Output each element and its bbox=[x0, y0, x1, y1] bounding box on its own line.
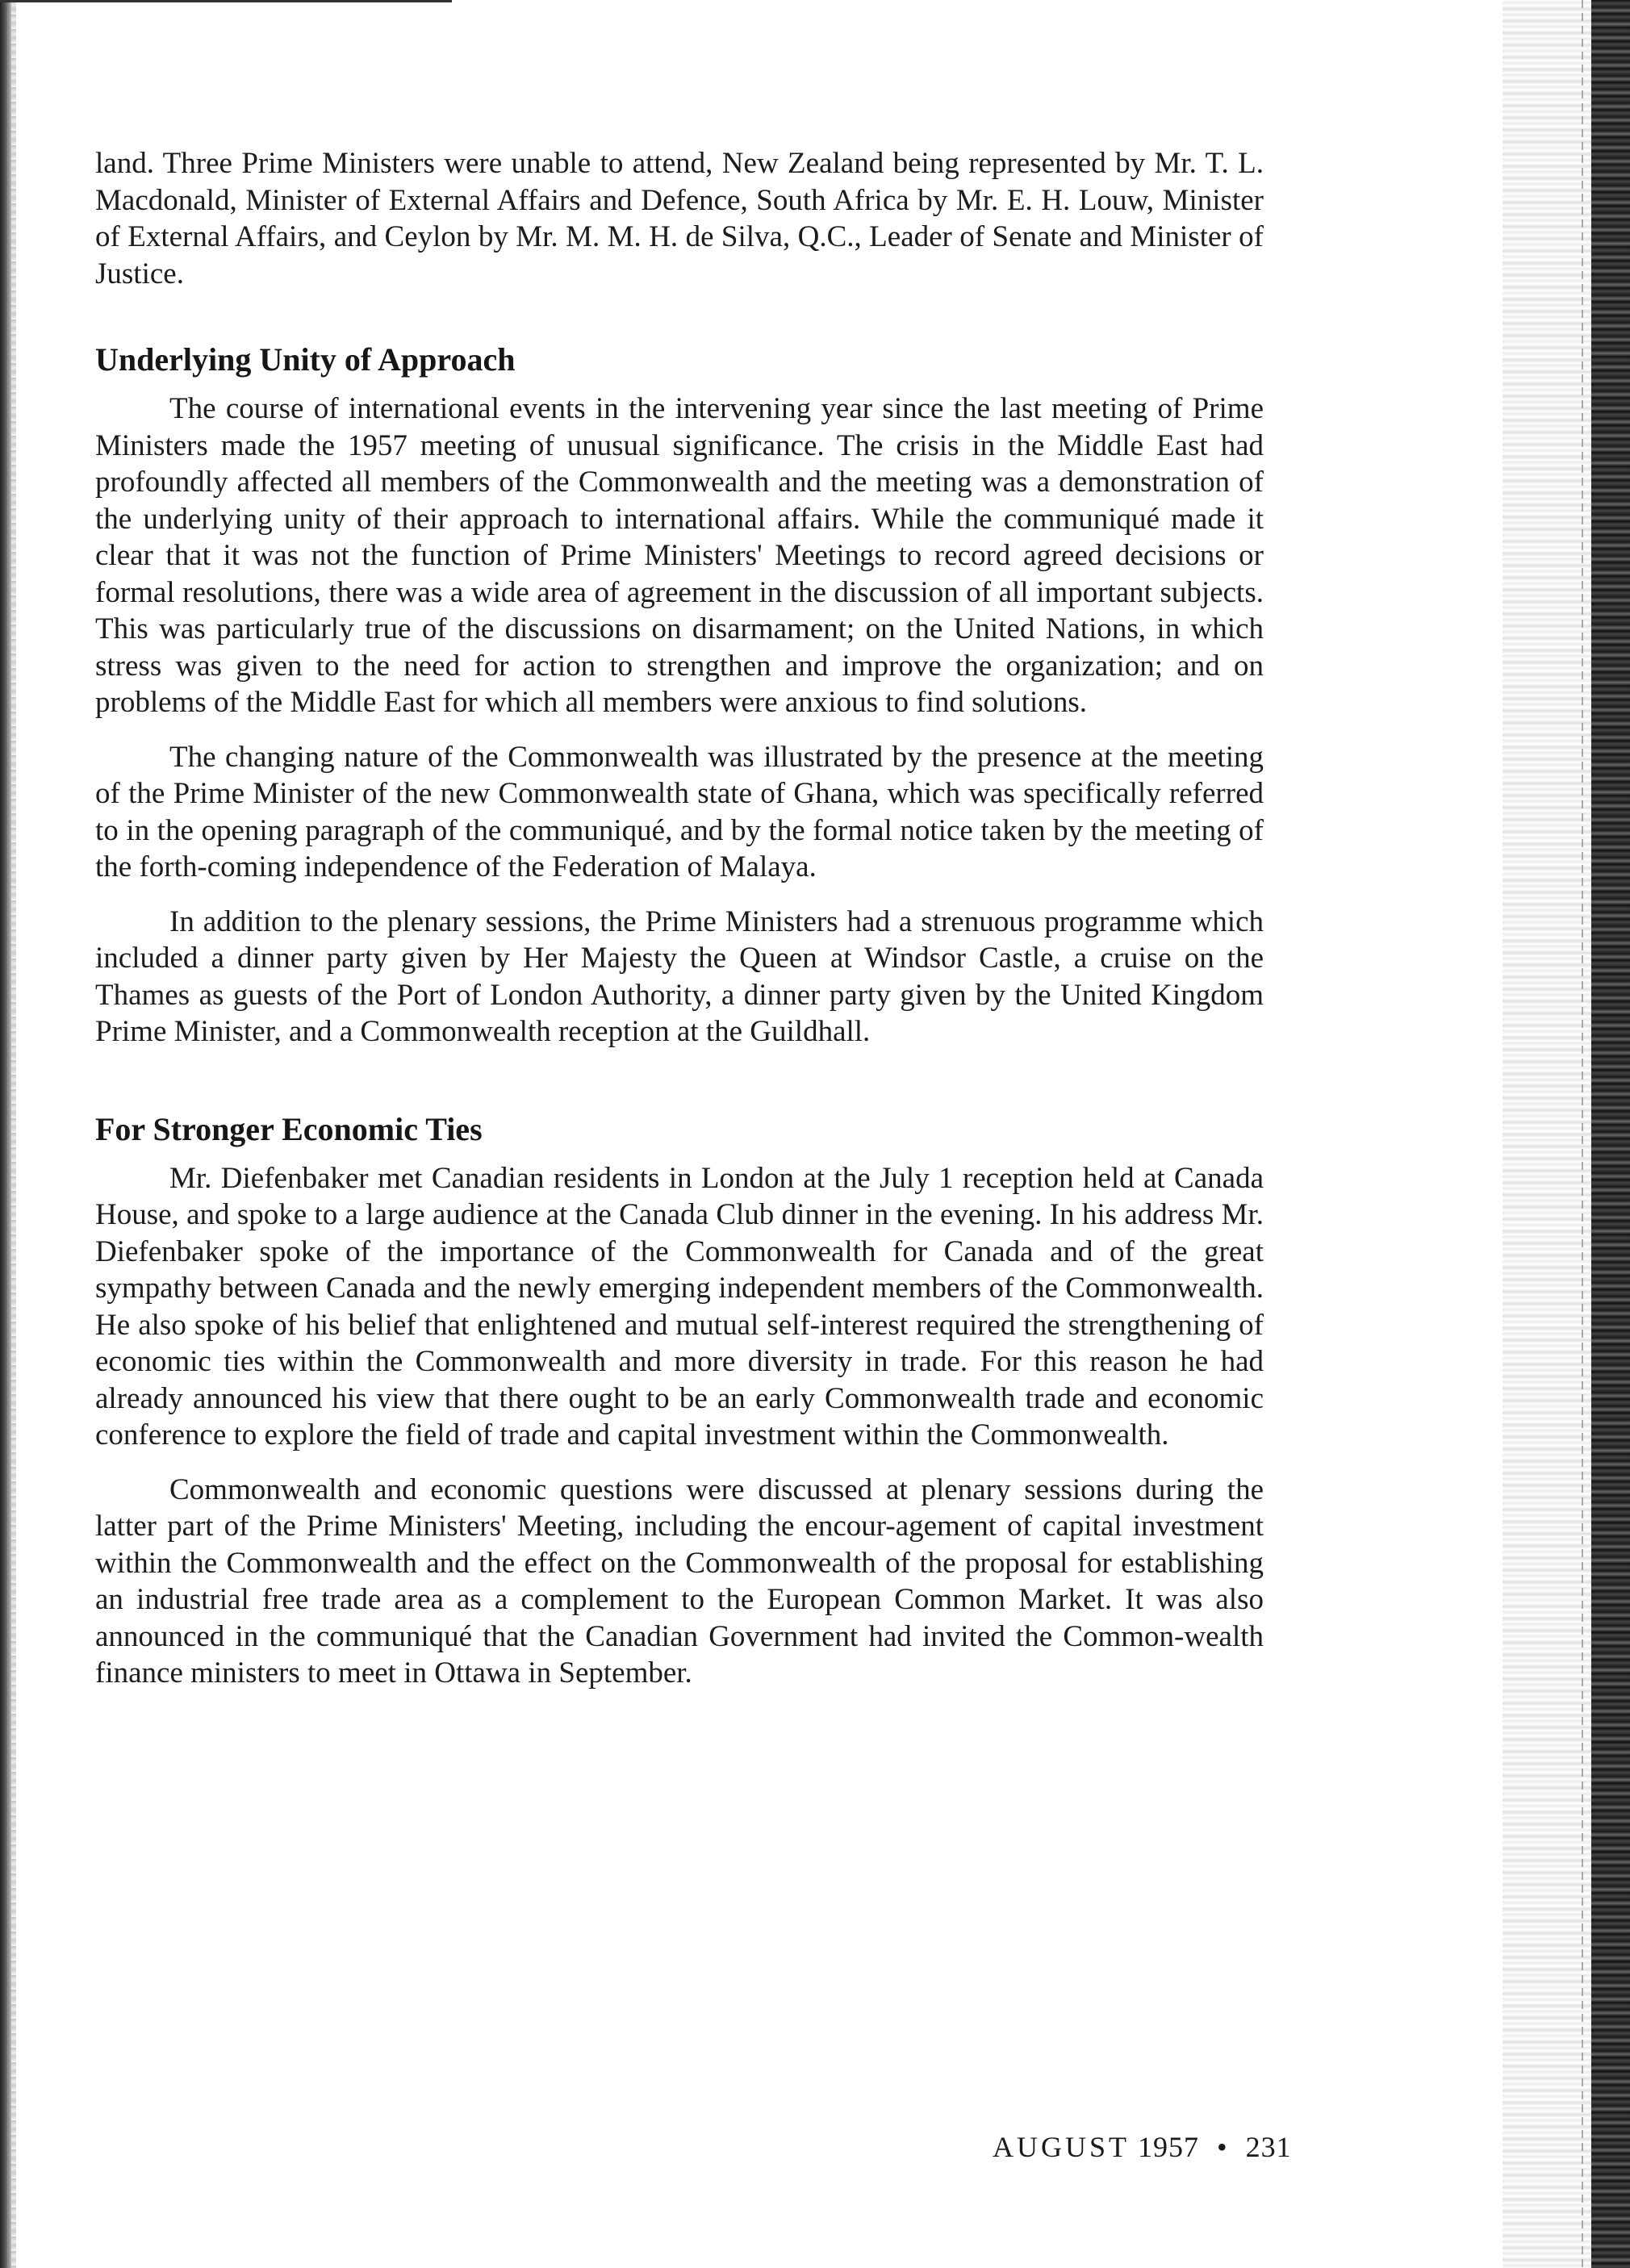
footer-month: AUGUST bbox=[993, 2131, 1131, 2163]
page-number: 231 bbox=[1245, 2131, 1292, 2163]
scan-right-fold bbox=[1582, 0, 1583, 2268]
section-underlying-unity bbox=[95, 340, 1264, 1050]
section-heading: For Stronger Economic Ties bbox=[95, 1110, 483, 1147]
scan-right-noise bbox=[1503, 0, 1591, 2268]
scan-binding-edge bbox=[0, 0, 11, 2268]
body-paragraph: The changing nature of the Commonwealth was illustrated by the presence at the meeting of the Prime Minister of the new Commonwealth state of Ghana, which was specifically referred to in the opening paragraph of the communiqué, and by the formal notice taken by the meeting of the forth-coming independence of the Federation of Malaya. bbox=[95, 740, 1264, 883]
section-heading: Underlying Unity of Approach bbox=[95, 341, 516, 378]
footer-year: 1957 bbox=[1138, 2131, 1200, 2163]
scan-top-edge bbox=[0, 0, 452, 2]
page-footer bbox=[993, 2130, 1292, 2164]
body-paragraph: Mr. Diefenbaker met Canadian residents in London at the July 1 reception held at Canada House, and spoke to a large audience at the Canada Club dinner in the evening. In his address Mr. Diefenbaker spoke of the importance of the Commonwealth for Canada and of the great sympathy between Canada and the newly emerging independent members of the Commonwealth. He also spoke of his belief that enlightened and mutual self-interest required the strengthening of economic ties within the Commonwealth and more diversity in trade. For this reason he had already announced his view that there ought to be an early Commonwealth trade and economic conference to explore the field of trade and capital investment within the Commonwealth. bbox=[95, 1161, 1264, 1451]
article-body bbox=[95, 145, 1264, 1692]
scan-right-edge bbox=[1591, 0, 1630, 2268]
intro-paragraph: land. Three Prime Ministers were unable to attend, New Zealand being represented by Mr. T. L. Macdonald, Minister of External Affairs and Defence, South Africa by Mr. E. H. Louw, Minister of External Affairs, and Ceylon by Mr. M. M. H. de Silva, Q.C., Leader of Senate and Minister of Justice. bbox=[95, 147, 1264, 290]
section-economic-ties bbox=[95, 1110, 1264, 1692]
body-paragraph: In addition to the plenary sessions, the Prime Ministers had a strenuous programme which included a dinner party given by Her Majesty the Queen at Windsor Castle, a cruise on the Thames as guests of the Port of London Authority, a dinner party given by the United Kingdom Prime Minister, and a Commonwealth reception at the Guildhall. bbox=[95, 904, 1264, 1048]
scan-binding-shadow bbox=[11, 0, 16, 2268]
body-paragraph: The course of international events in the intervening year since the last meeting of Prime Ministers made the 1957 meeting of unusual significance. The crisis in the Middle East had profoundly affected all members of the Commonwealth and the meeting was a demonstration of the underlying unity of their approach to international affairs. While the communiqué made it clear that it was not the function of Prime Ministers' Meetings to record agreed decisions or formal resolutions, there was a wide area of agreement in the discussion of all important subjects. This was particularly true of the discussions on disarmament; on the United Nations, in which stress was given to the need for action to strengthen and improve the organization; and on problems of the Middle East for which all members were anxious to find solutions. bbox=[95, 392, 1264, 719]
body-paragraph: Commonwealth and economic questions were discussed at plenary sessions during the latter part of the Prime Ministers' Meeting, including the encour-agement of capital investment within the Commonwealth and the effect on the Commonwealth of the proposal for establishing an industrial free trade area as a complement to the European Common Market. It was also announced in the communiqué that the Canadian Government had invited the Common-wealth finance ministers to meet in Ottawa in September. bbox=[95, 1472, 1264, 1690]
footer-separator: • bbox=[1217, 2131, 1228, 2163]
